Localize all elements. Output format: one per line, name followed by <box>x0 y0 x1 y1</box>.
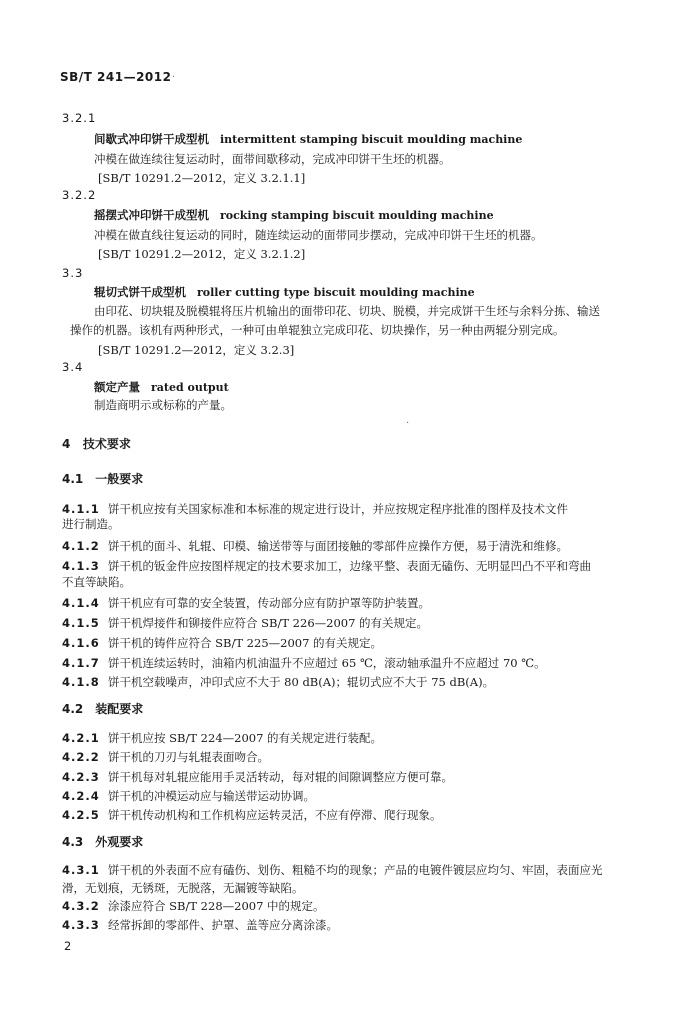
clause <box>62 595 430 611</box>
term-title-zh: 辊切式饼干成型机 <box>94 285 186 299</box>
clause-number: 4.1.7 <box>62 656 100 670</box>
clause-text: 饼干机空载噪声，冲印式应不大于 80 dB(A)；辊切式应不大于 75 dB(A)。 <box>108 675 495 689</box>
clause-number: 4.1.4 <box>62 596 100 610</box>
clause-text: 饼干机的钣金件应按图样规定的技术要求加工，边缘平整、表面无磕伤、无明显凹凸不平和弯曲 <box>108 559 591 573</box>
term-number: 3.3 <box>62 266 84 280</box>
term-number: 3.2.2 <box>62 188 97 202</box>
clause <box>62 501 568 517</box>
clause <box>62 862 603 878</box>
term-title <box>94 207 494 224</box>
section-title: 技术要求 <box>82 437 131 451</box>
term-reference: [SB/T 10291.2—2012，定义 3.2.1.1] <box>98 171 306 185</box>
clause-text: 饼干机焊接件和铆接件应符合 SB/T 226—2007 的有关规定。 <box>108 616 429 630</box>
scan-speck: · <box>406 418 410 429</box>
subsection-heading: 4.1 一般要求 <box>62 472 144 486</box>
section-number: 4 <box>62 437 71 451</box>
clause <box>62 558 591 574</box>
term-title-en: intermittent stamping biscuit moulding machine <box>219 133 523 146</box>
clause-text: 饼干机的铸件应符合 SB/T 225—2007 的有关规定。 <box>108 636 383 650</box>
clause-number: 4.2.2 <box>62 750 100 764</box>
clause-text: 饼干机应按有关国家标准和本标准的规定进行设计，并应按规定程序批准的图样及技术文件 <box>108 502 568 516</box>
clause-number: 4.1.3 <box>62 559 100 573</box>
term-definition: 冲模在做连续往复运动时，面带间歇移动，完成冲印饼干生坯的机器。 <box>94 152 451 166</box>
clause-text: 饼干机的刀刃与轧辊表面吻合。 <box>108 750 269 764</box>
clause-text: 不直等缺陷。 <box>62 575 131 589</box>
clause-number: 4.1.5 <box>62 616 100 630</box>
clause <box>62 749 269 765</box>
clause <box>62 730 382 746</box>
clause-text: 饼干机传动机构和工作机构应运转灵活，不应有停滞、爬行现象。 <box>108 808 442 822</box>
term-title <box>94 284 475 301</box>
term-title <box>94 379 229 396</box>
clause <box>62 917 338 933</box>
clause <box>62 635 382 651</box>
clause-number: 4.3.1 <box>62 863 100 877</box>
term-reference: [SB/T 10291.2—2012，定义 3.2.3] <box>98 343 295 357</box>
clause-text: 饼干机连续运转时，油箱内机油温升不应超过 65 ℃，滚动轴承温升不应超过 70 ℃。 <box>108 656 546 670</box>
clause-number: 4.1.1 <box>62 502 100 516</box>
clause <box>62 538 568 554</box>
term-title-zh: 摇摆式冲印饼干成型机 <box>94 208 209 222</box>
standard-code-header: SB/T 241—2012 <box>60 70 172 84</box>
term-title-en: roller cutting type biscuit moulding machine <box>196 286 475 299</box>
clause-text: 饼干机应按 SB/T 224—2007 的有关规定进行装配。 <box>108 731 383 745</box>
clause-number: 4.1.8 <box>62 675 100 689</box>
clause-number: 4.2.3 <box>62 770 100 784</box>
clause-text: 饼干机的面斗、轧辊、印模、输送带等与面团接触的零部件应操作方便，易于清洗和维修。 <box>108 539 568 553</box>
term-title-zh: 额定产量 <box>94 380 140 394</box>
term-title-en: rocking stamping biscuit moulding machine <box>219 209 494 222</box>
header-mark: · <box>172 72 176 83</box>
section-heading <box>62 436 131 452</box>
clause-text: 饼干机的冲模运动应与输送带运动协调。 <box>108 789 315 803</box>
clause-number: 4.1.2 <box>62 539 100 553</box>
term-number: 3.4 <box>62 360 84 374</box>
clause-text: 进行制造。 <box>62 517 120 531</box>
clause-number: 4.3.2 <box>62 899 100 913</box>
term-title <box>94 131 522 148</box>
clause-number: 4.2.5 <box>62 808 100 822</box>
clause-number: 4.1.6 <box>62 636 100 650</box>
clause <box>62 788 315 804</box>
clause-text: 经常拆卸的零部件、护罩、盖等应分离涂漆。 <box>108 918 338 932</box>
term-definition: 制造商明示或标称的产量。 <box>94 398 232 412</box>
subsection-heading: 4.2 装配要求 <box>62 702 144 716</box>
term-definition: 由印花、切块辊及脱模辊将压片机输出的面带印花、切块、脱模，并完成饼干生坯与余料分拣、输送 <box>94 304 600 318</box>
clause-text: 饼干机应有可靠的安全装置，传动部分应有防护罩等防护装置。 <box>108 596 430 610</box>
term-title-zh: 间歇式冲印饼干成型机 <box>94 132 209 146</box>
clause <box>62 615 428 631</box>
clause <box>62 807 442 823</box>
clause-number: 4.3.3 <box>62 918 100 932</box>
clause <box>62 769 453 785</box>
clause-number: 4.2.1 <box>62 731 100 745</box>
term-title-en: rated output <box>150 381 229 394</box>
term-number: 3.2.1 <box>62 111 97 125</box>
clause-text: 涂漆应符合 SB/T 228—2007 中的规定。 <box>108 899 325 913</box>
page-number: 2 <box>64 939 73 953</box>
term-definition: 操作的机器。该机有两种形式，一种可由单辊独立完成印花、切块操作，另一种由两辊分别完成。 <box>70 323 565 337</box>
subsection-heading: 4.3 外观要求 <box>62 835 144 849</box>
clause-number: 4.2.4 <box>62 789 100 803</box>
term-definition: 冲模在做直线往复运动的同时，随连续运动的面带同步摆动，完成冲印饼干生坯的机器。 <box>94 228 543 242</box>
clause <box>62 898 325 914</box>
clause-text: 滑，无划痕，无锈斑，无脱落，无漏镀等缺陷。 <box>62 881 304 895</box>
clause <box>62 674 494 690</box>
clause-text: 饼干机的外表面不应有磕伤、划伤、粗糙不均的现象；产品的电镀件镀层应均匀、牢固，表面应光 <box>108 863 603 877</box>
clause <box>62 655 546 671</box>
clause-text: 饼干机每对轧辊应能用手灵活转动，每对辊的间隙调整应方便可靠。 <box>108 770 453 784</box>
term-reference: [SB/T 10291.2—2012，定义 3.2.1.2] <box>98 247 306 261</box>
